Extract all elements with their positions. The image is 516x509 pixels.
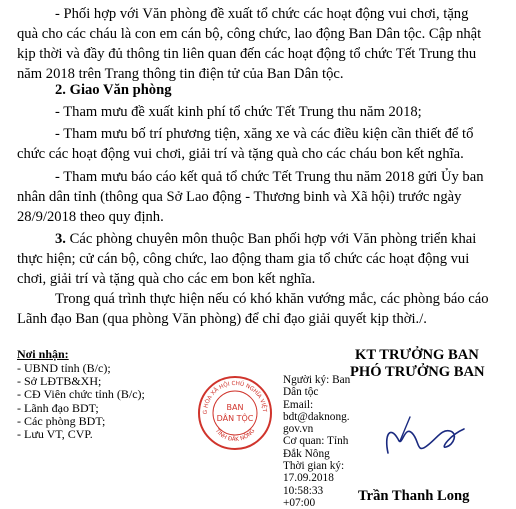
section-heading: 2. Giao Văn phòng [55,82,172,98]
signer-name: Trần Thanh Long [358,488,470,504]
signature-meta-line: Thời gian ký: [283,460,345,473]
recipient-item: - CĐ Viên chức tỉnh (B/c); [17,387,145,402]
official-stamp [197,375,273,451]
signature-meta-line: 17.09.2018 [283,472,334,485]
svg-text:TỈNH ĐẮK NÔNG: TỈNH ĐẮK NÔNG [213,428,257,444]
svg-text:CỘNG HÒA XÃ HỘI CHỦ NGHĨA VIỆT: G HÒA XÃ HỘI CHỦ NGHĨA VIỆT [202,380,268,415]
paragraph-line: chơi, giải trí và tặng quà cho các em bon kết nghĩa. [17,271,316,287]
signature-title-1: KT TRƯỞNG BAN [355,347,479,363]
handwritten-signature [380,405,475,465]
signature-meta-line: Đắk Nông [283,447,330,460]
signature-meta-line: Cơ quan: Tỉnh [283,435,349,448]
paragraph-line: 28/9/2018 theo quy định. [17,209,164,225]
recipient-item: - Lưu VT, CVP. [17,427,93,442]
paragraph-line: - Tham mưu đề xuất kinh phí tổ chức Tết Trung thu năm 2018; [55,104,422,120]
recipient-item: - UBND tỉnh (B/c); [17,361,111,375]
paragraph-line: Lãnh đạo Ban (qua phòng Văn phòng) để chỉ đạo giải quyết kịp thời./. [17,311,427,327]
paragraph-line: kịp thời và đầy đủ thông tin liên quan đến các hoạt động tổ chức Tết Trung thu [17,46,477,62]
svg-text:BAN: BAN [226,403,244,412]
signature-meta-line: Email: [283,398,314,411]
recipients-list [17,362,145,441]
paragraph-line: chức các hoạt động vui chơi, giải trí và tặng quà cho các cháu bon kết nghĩa. [17,146,464,162]
recipient-item: - Các phòng BDT; [17,413,106,428]
paragraph-line: - Tham mưu bố trí phương tiện, xăng xe và các điều kiện cần thiết để tổ [55,126,474,142]
svg-text:DÂN TỘC: DÂN TỘC [216,414,254,423]
section-number: 3. [55,231,66,247]
stamp-icon [197,375,273,451]
paragraph-line [55,229,476,249]
signature-meta-line: Dân tộc [283,386,319,399]
paragraph-line: - Tham mưu báo cáo kết quả tổ chức Tết Trung thu năm 2018 gửi Ủy ban [55,169,484,185]
digital-signature-info [283,374,363,509]
recipient-item: - Lãnh đạo BDT; [17,400,99,415]
signature-meta-line: Người ký: Ban [283,374,351,386]
paragraph-text: Các phòng chuyên môn thuộc Ban phối hợp với Văn phòng triển khai [69,231,477,247]
recipient-item: - Sở LĐTB&XH; [17,374,102,389]
signature-meta-line: bdt@daknong. [283,410,350,423]
signature-meta-line: gov.vn [283,423,314,436]
paragraph-line: thực hiện; cử cán bộ, công chức, lao động tham gia tổ chức các hoạt động vui [17,251,470,267]
recipients-title: Nơi nhận: [17,347,69,361]
paragraph-line: - Phối hợp với Văn phòng đề xuất tổ chức các hoạt động vui chơi, tặng [55,6,469,22]
signature-meta-line: +07:00 [283,496,316,509]
paragraph-line: Trong quá trình thực hiện nếu có khó khăn vướng mắc, các phòng báo cáo [55,291,489,307]
paragraph-line: nhân dân tỉnh (thông qua Sở Lao động - Thương binh và Xã hội) trước ngày [17,189,462,205]
signature-title-2: PHÓ TRƯỞNG BAN [350,364,485,380]
paragraph-line: năm 2018 trên Trang thông tin điện tử của Ban Dân tộc. [17,66,344,82]
signature-meta-line: 10:58:33 [283,484,324,497]
paragraph-line: quà cho các cháu là con em cán bộ, công chức, lao động Ban Dân tộc. Cập nhật [17,26,482,42]
